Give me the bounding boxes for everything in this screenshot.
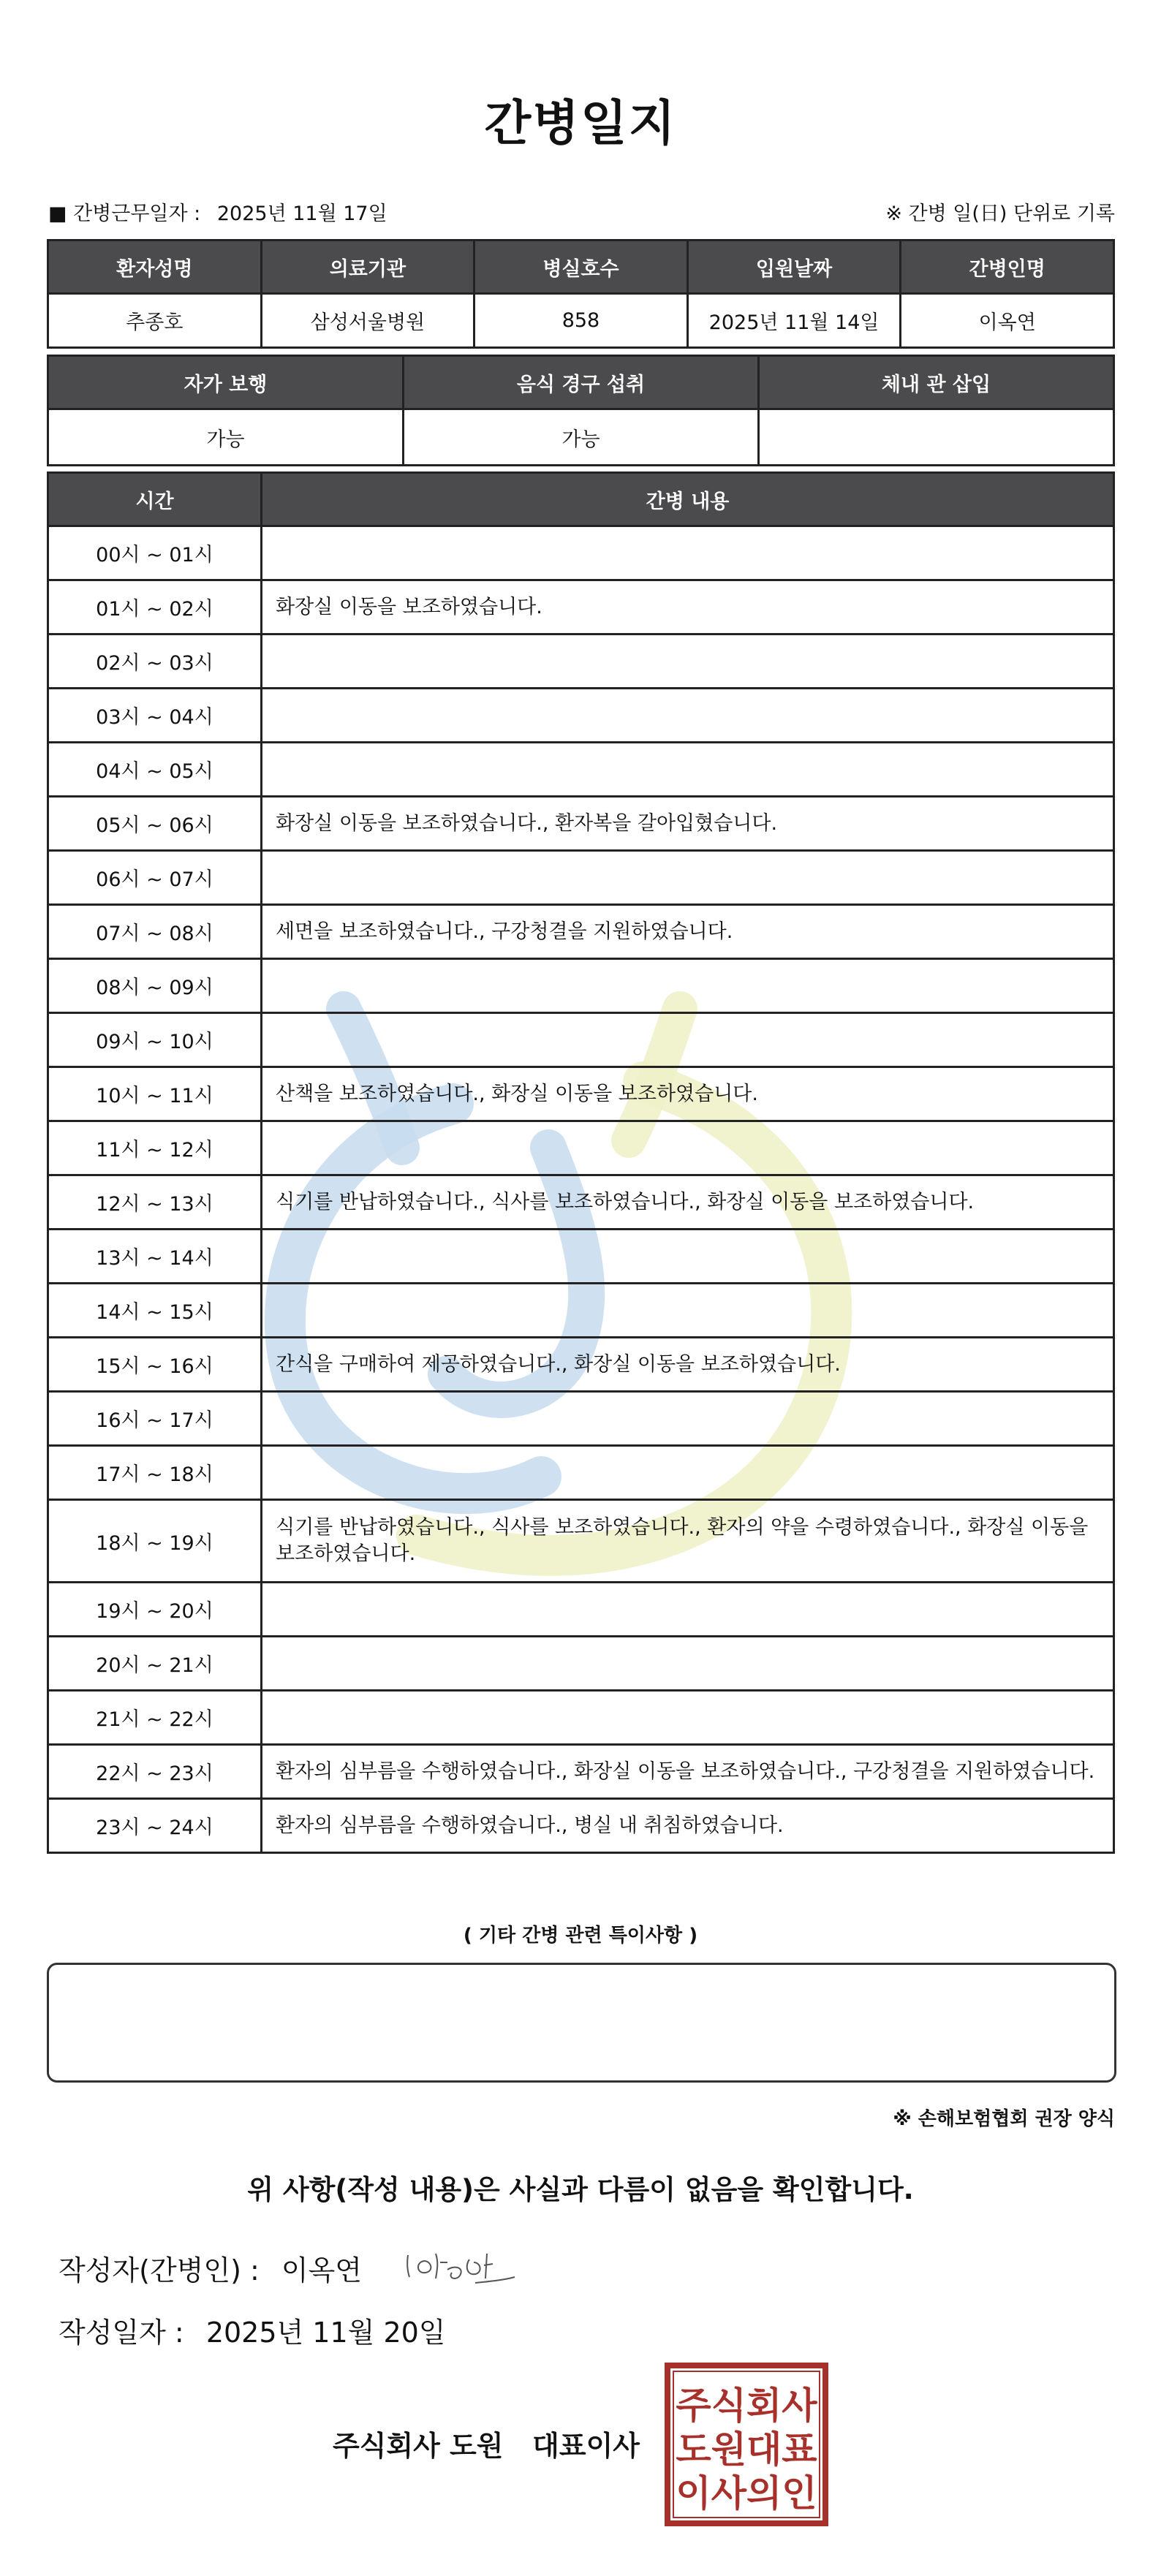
table-header: 간병 내용 bbox=[262, 473, 1114, 526]
record-unit-note: ※ 간병 일(日) 단위로 기록 bbox=[885, 202, 1115, 225]
special-notes-box bbox=[47, 1963, 1116, 2083]
care-content bbox=[262, 1583, 1114, 1637]
time-slot: 04시 ~ 05시 bbox=[48, 743, 262, 797]
table-row bbox=[48, 1446, 1114, 1500]
table-row bbox=[48, 1500, 1114, 1583]
care-content bbox=[262, 851, 1114, 905]
time-slot: 22시 ~ 23시 bbox=[48, 1745, 262, 1799]
care-content: 화장실 이동을 보조하였습니다. bbox=[262, 580, 1114, 634]
care-content: 식기를 반납하였습니다., 식사를 보조하였습니다., 화장실 이동을 보조하였습니다. bbox=[262, 1175, 1114, 1230]
confirmation-statement: 위 사항(작성 내용)은 사실과 다름이 없음을 확인합니다. bbox=[247, 2174, 914, 2205]
table-header-row bbox=[48, 240, 1114, 294]
care-content bbox=[262, 743, 1114, 797]
time-slot: 14시 ~ 15시 bbox=[48, 1284, 262, 1338]
document-title: 간병일지 bbox=[484, 95, 677, 151]
time-slot: 02시 ~ 03시 bbox=[48, 634, 262, 689]
patient-info-table bbox=[47, 239, 1115, 349]
table-row bbox=[48, 294, 1114, 348]
table-header: 입원날짜 bbox=[687, 240, 901, 294]
table-row bbox=[48, 1583, 1114, 1637]
time-slot: 15시 ~ 16시 bbox=[48, 1338, 262, 1392]
time-slot: 01시 ~ 02시 bbox=[48, 580, 262, 634]
oral-intake-status: 가능 bbox=[404, 409, 759, 466]
care-content bbox=[262, 689, 1114, 743]
hospital-name: 삼성서울병원 bbox=[261, 294, 474, 348]
time-slot: 09시 ~ 10시 bbox=[48, 1013, 262, 1067]
time-slot: 08시 ~ 09시 bbox=[48, 959, 262, 1013]
writer-line bbox=[58, 2248, 362, 2288]
time-slot: 16시 ~ 17시 bbox=[48, 1392, 262, 1446]
writing-date-line bbox=[58, 2310, 446, 2350]
table-row bbox=[48, 526, 1114, 580]
table-header: 병실호수 bbox=[474, 240, 688, 294]
patient-status-table bbox=[47, 355, 1115, 466]
table-row bbox=[48, 743, 1114, 797]
care-content: 세면을 보조하였습니다., 구강청결을 지원하였습니다. bbox=[262, 905, 1114, 959]
writer-label: 작성자(간병인) : bbox=[58, 2254, 260, 2287]
writing-date-label: 작성일자 : bbox=[58, 2316, 184, 2349]
table-header-row bbox=[48, 356, 1114, 409]
table-row bbox=[48, 409, 1114, 466]
time-slot: 10시 ~ 11시 bbox=[48, 1067, 262, 1121]
time-slot: 13시 ~ 14시 bbox=[48, 1230, 262, 1284]
time-slot: 12시 ~ 13시 bbox=[48, 1175, 262, 1230]
table-header-row bbox=[48, 473, 1114, 526]
care-content bbox=[262, 1013, 1114, 1067]
table-row bbox=[48, 1067, 1114, 1121]
care-content bbox=[262, 1446, 1114, 1500]
table-row bbox=[48, 689, 1114, 743]
table-header: 체내 관 삽입 bbox=[759, 356, 1114, 409]
time-slot: 06시 ~ 07시 bbox=[48, 851, 262, 905]
care-content: 간식을 구매하여 제공하였습니다., 화장실 이동을 보조하였습니다. bbox=[262, 1338, 1114, 1392]
table-row bbox=[48, 1392, 1114, 1446]
room-number: 858 bbox=[474, 294, 688, 348]
table-row bbox=[48, 634, 1114, 689]
table-row bbox=[48, 851, 1114, 905]
handwritten-signature bbox=[402, 2240, 519, 2292]
time-slot: 00시 ~ 01시 bbox=[48, 526, 262, 580]
time-slot: 11시 ~ 12시 bbox=[48, 1121, 262, 1175]
form-source-note: ※ 손해보험협회 권장 양식 bbox=[893, 2108, 1115, 2130]
care-content: 산책을 보조하였습니다., 화장실 이동을 보조하였습니다. bbox=[262, 1067, 1114, 1121]
care-content bbox=[262, 526, 1114, 580]
care-content bbox=[262, 1284, 1114, 1338]
time-slot: 18시 ~ 19시 bbox=[48, 1500, 262, 1583]
care-content bbox=[262, 1637, 1114, 1691]
care-content bbox=[262, 634, 1114, 689]
time-slot: 05시 ~ 06시 bbox=[48, 797, 262, 851]
table-row bbox=[48, 1745, 1114, 1799]
care-content bbox=[262, 1691, 1114, 1745]
care-content bbox=[262, 1121, 1114, 1175]
care-content bbox=[262, 1230, 1114, 1284]
table-header: 간병인명 bbox=[901, 240, 1114, 294]
time-slot: 19시 ~ 20시 bbox=[48, 1583, 262, 1637]
seal-text-line: 도원대표 bbox=[676, 2428, 817, 2471]
care-content: 화장실 이동을 보조하였습니다., 환자복을 갈아입혔습니다. bbox=[262, 797, 1114, 851]
writing-date-value: 2025년 11월 20일 bbox=[205, 2316, 446, 2349]
time-slot: 21시 ~ 22시 bbox=[48, 1691, 262, 1745]
company-representative: 주식회사 도원 대표이사 bbox=[333, 2430, 640, 2462]
table-row bbox=[48, 1175, 1114, 1230]
time-slot: 23시 ~ 24시 bbox=[48, 1799, 262, 1853]
tube-insertion-status bbox=[759, 409, 1114, 466]
table-row bbox=[48, 1284, 1114, 1338]
care-content: 식기를 반납하였습니다., 식사를 보조하였습니다., 환자의 약을 수령하였습니다., 화장실 이동을 보조하였습니다. bbox=[262, 1500, 1114, 1583]
care-log-table bbox=[47, 471, 1115, 1854]
writer-name: 이옥연 bbox=[281, 2254, 362, 2287]
table-row bbox=[48, 1013, 1114, 1067]
caregiver-name: 이옥연 bbox=[901, 294, 1114, 348]
table-row bbox=[48, 580, 1114, 634]
work-date-value: 2025년 11월 17일 bbox=[216, 202, 387, 225]
patient-name: 추종호 bbox=[48, 294, 262, 348]
table-row bbox=[48, 1338, 1114, 1392]
table-row bbox=[48, 959, 1114, 1013]
table-row bbox=[48, 797, 1114, 851]
table-row bbox=[48, 1230, 1114, 1284]
seal-text-line: 이사의인 bbox=[676, 2472, 817, 2515]
admission-date: 2025년 11월 14일 bbox=[687, 294, 901, 348]
self-walking-status: 가능 bbox=[48, 409, 404, 466]
time-slot: 03시 ~ 04시 bbox=[48, 689, 262, 743]
table-header: 자가 보행 bbox=[48, 356, 404, 409]
work-date bbox=[48, 197, 387, 226]
time-slot: 07시 ~ 08시 bbox=[48, 905, 262, 959]
table-header: 환자성명 bbox=[48, 240, 262, 294]
table-row bbox=[48, 905, 1114, 959]
company-seal-stamp bbox=[663, 2361, 830, 2528]
special-notes-title: ( 기타 간병 관련 특이사항 ) bbox=[463, 1925, 698, 1947]
care-content bbox=[262, 1392, 1114, 1446]
time-slot: 17시 ~ 18시 bbox=[48, 1446, 262, 1500]
table-row bbox=[48, 1799, 1114, 1853]
work-date-label: ■ 간병근무일자 : bbox=[48, 202, 201, 225]
care-content bbox=[262, 959, 1114, 1013]
care-content: 환자의 심부름을 수행하였습니다., 화장실 이동을 보조하였습니다., 구강청결을 지원하였습니다. bbox=[262, 1745, 1114, 1799]
table-header: 의료기관 bbox=[261, 240, 474, 294]
time-slot: 20시 ~ 21시 bbox=[48, 1637, 262, 1691]
table-row bbox=[48, 1691, 1114, 1745]
seal-text-line: 주식회사 bbox=[676, 2384, 817, 2427]
table-row bbox=[48, 1637, 1114, 1691]
care-content: 환자의 심부름을 수행하였습니다., 병실 내 취침하였습니다. bbox=[262, 1799, 1114, 1853]
table-header: 시간 bbox=[48, 473, 262, 526]
table-row bbox=[48, 1121, 1114, 1175]
table-header: 음식 경구 섭취 bbox=[404, 356, 759, 409]
